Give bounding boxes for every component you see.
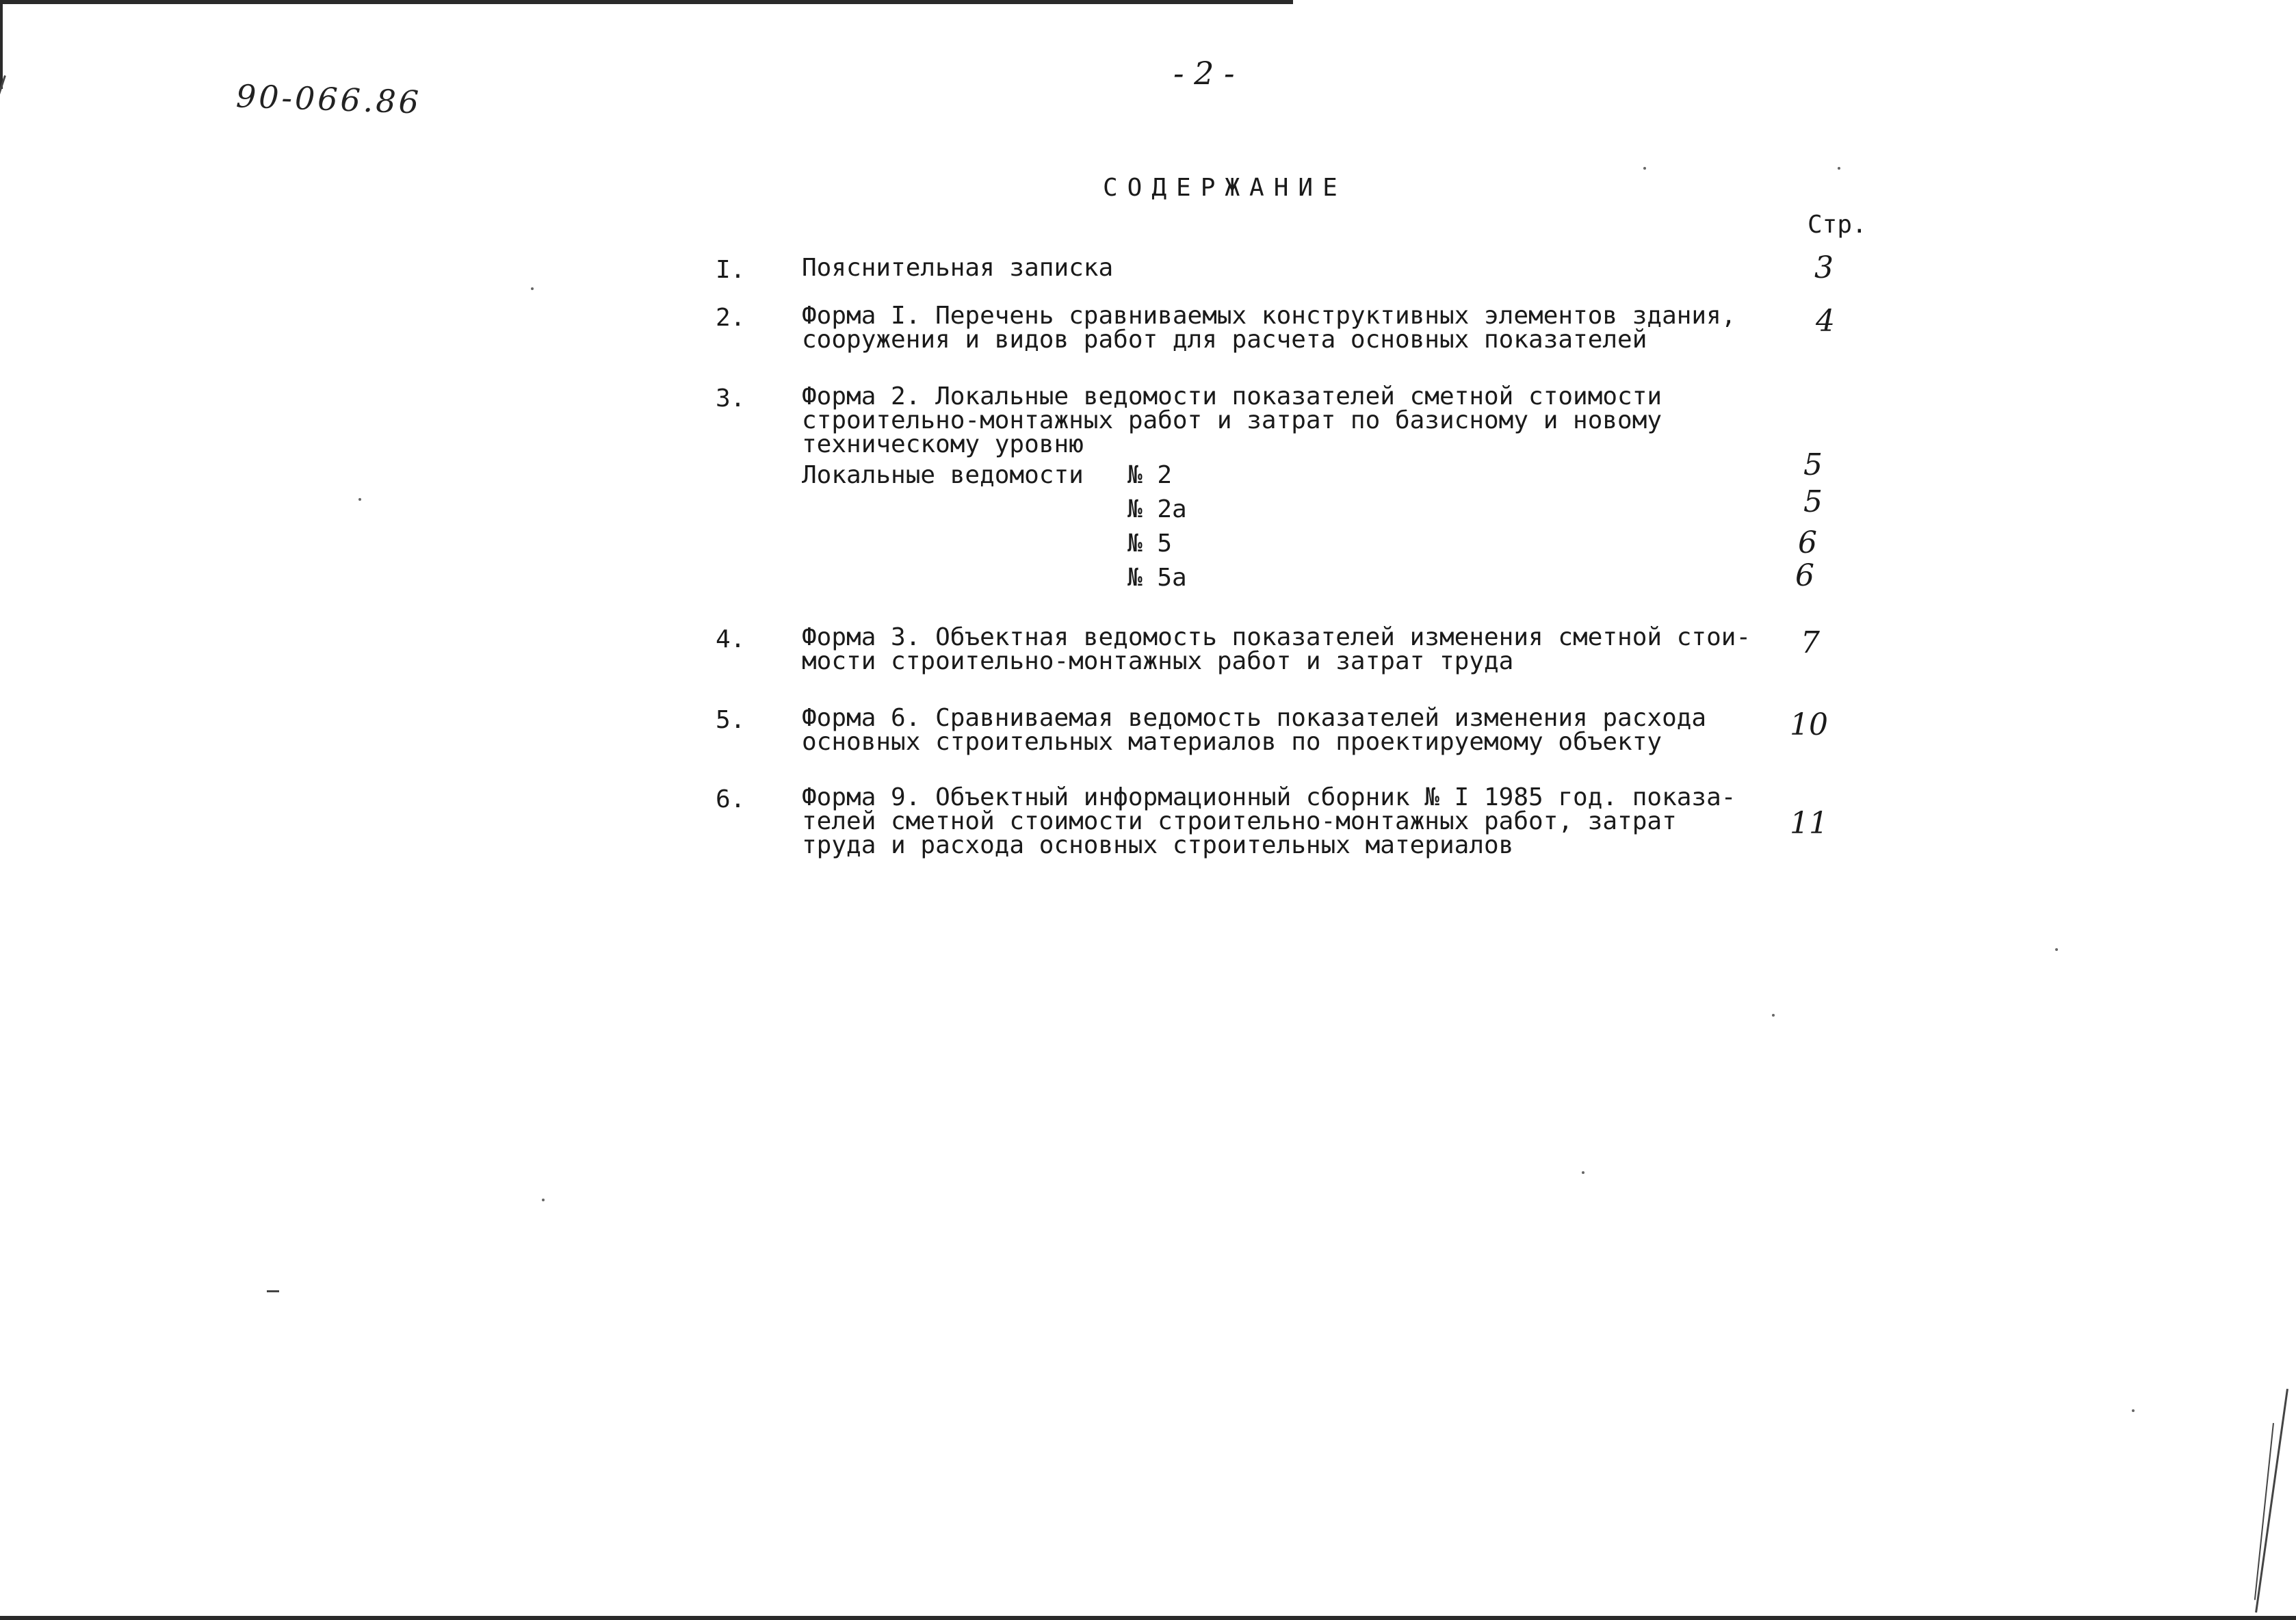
- toc-entry-page: 3: [1814, 250, 1834, 285]
- local-statement-number: № 2а: [1127, 495, 1187, 523]
- toc-entry-text: Форма 6. Сравниваемая ведомость показателей изменения расхода основных строительных материалов по проектируемому объекту: [802, 704, 1707, 756]
- toc-entry-number: 3.: [716, 384, 746, 413]
- scan-edge-bottom: [0, 1616, 2296, 1620]
- local-statement-page: 5: [1803, 447, 1823, 482]
- page-column-header: Стр.: [1808, 211, 1867, 239]
- local-statement-number: № 2: [1127, 461, 1173, 489]
- scan-mark-bottom-left: [267, 1290, 279, 1292]
- page-number: - 2 -: [1173, 55, 1235, 92]
- scan-speck: [531, 287, 534, 290]
- scan-mark-top-left: [0, 75, 6, 148]
- toc-entry-page: 4: [1816, 304, 1835, 339]
- document-code: 90-066.86: [235, 77, 422, 121]
- page-title: СОДЕРЖАНИЕ: [1103, 174, 1347, 202]
- local-statement-number: № 5: [1127, 530, 1173, 558]
- toc-entry-number: 6.: [716, 785, 746, 813]
- scan-speck: [358, 498, 361, 501]
- scan-mark-bottom-right: [2255, 1389, 2288, 1612]
- scan-edge-left: [0, 0, 3, 89]
- toc-entry-text: Форма 9. Объектный информационный сборник № I 1985 год. показа- телей сметной стоимости строительно-монтажных работ, затрат труда и расхода основных строительных материалов: [802, 783, 1736, 859]
- toc-entry-text: Форма I. Перечень сравниваемых конструктивных элементов здания, сооружения и видов работ для расчета основных показателей: [802, 302, 1736, 354]
- toc-entry-text: Форма 3. Объектная ведомость показателей изменения сметной стои- мости строительно-монтажных работ и затрат труда: [802, 623, 1751, 675]
- scan-speck: [1838, 167, 1840, 170]
- toc-entry-number: I.: [716, 256, 746, 284]
- toc-entry-text: Пояснительная записка: [802, 254, 1114, 282]
- toc-entry-number: 4.: [716, 625, 746, 653]
- scan-speck: [2132, 1409, 2135, 1412]
- scan-edge-top: [0, 0, 1293, 4]
- toc-entry-text: Форма 2. Локальные ведомости показателей сметной стоимости строительно-монтажных работ и затрат по базисному и новому техническому уровню: [802, 382, 1662, 458]
- toc-entry-page: 10: [1790, 707, 1828, 742]
- toc-entry-number: 5.: [716, 706, 746, 734]
- scan-speck: [1643, 167, 1646, 170]
- toc-entry-page: 7: [1801, 625, 1820, 660]
- local-statements-label: Локальные ведомости: [802, 461, 1084, 489]
- toc-entry-number: 2.: [716, 304, 746, 332]
- local-statement-number: № 5а: [1127, 564, 1187, 592]
- scan-speck: [1772, 1014, 1775, 1017]
- local-statement-page: 6: [1795, 558, 1814, 593]
- local-statement-page: 5: [1803, 484, 1823, 519]
- scan-speck: [1582, 1171, 1584, 1174]
- scan-speck: [2055, 948, 2058, 951]
- scan-speck: [542, 1199, 545, 1201]
- local-statement-page: 6: [1798, 525, 1817, 560]
- toc-entry-page: 11: [1790, 806, 1828, 841]
